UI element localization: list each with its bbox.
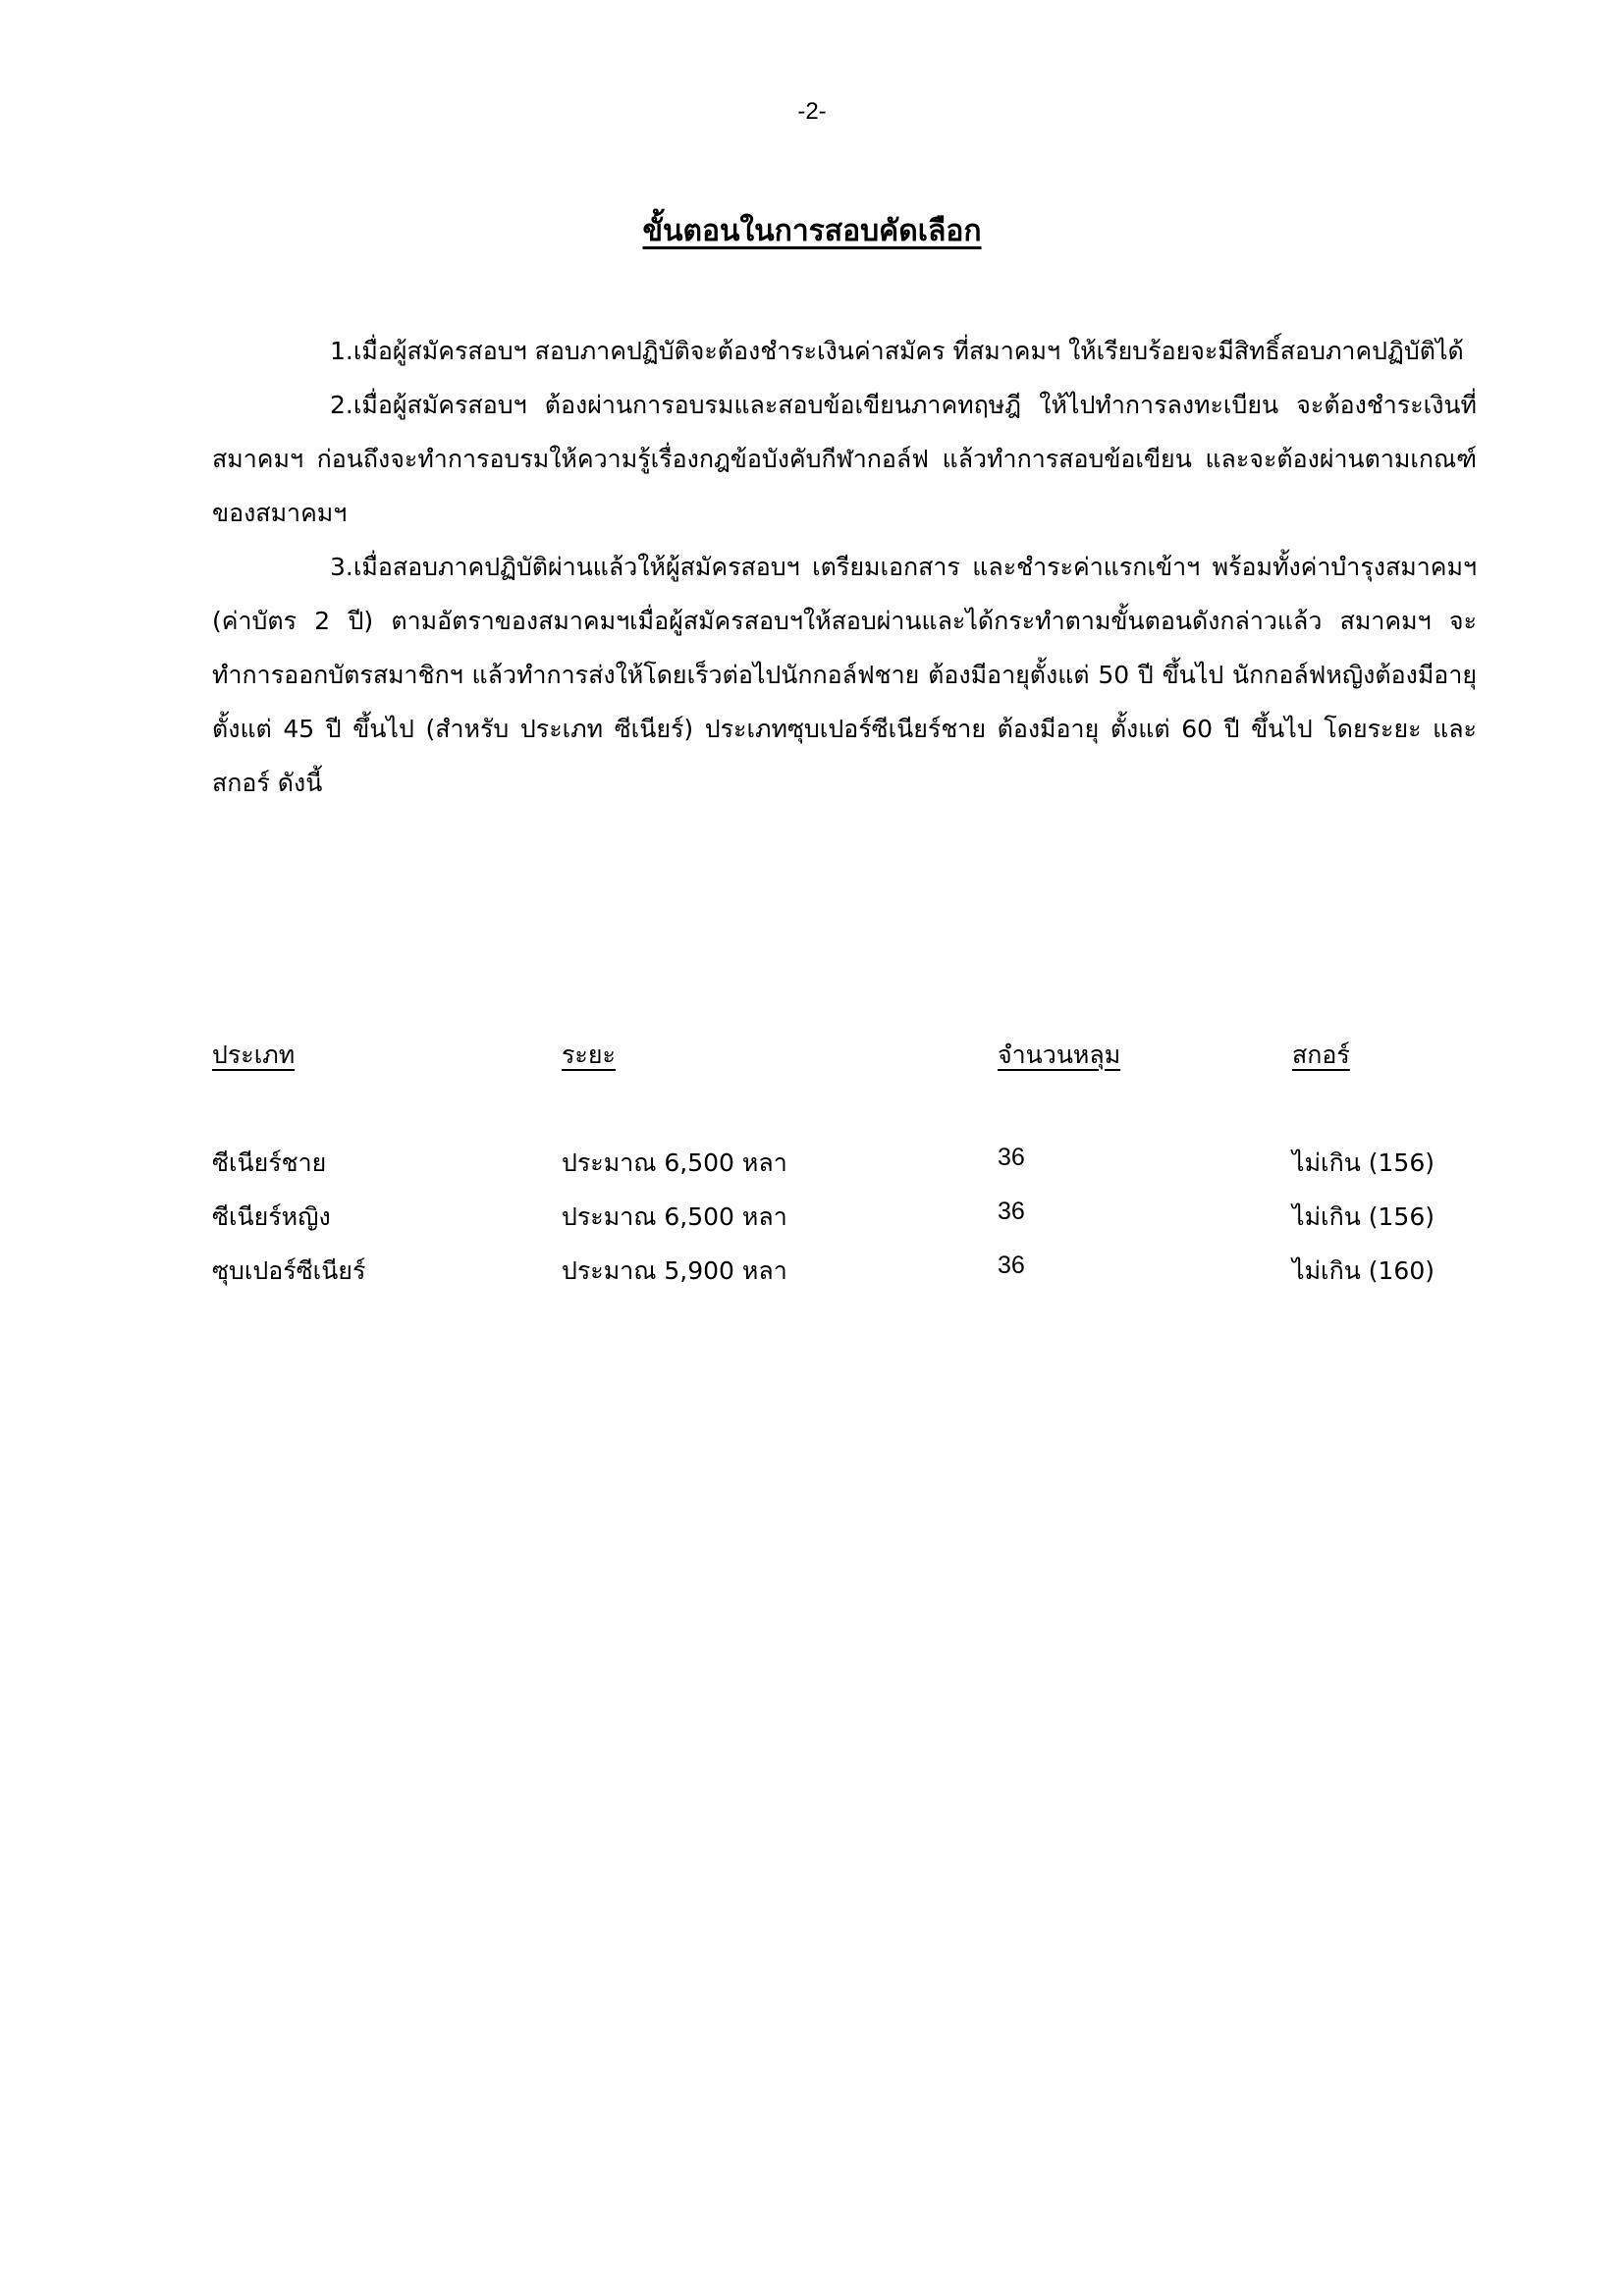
cell-distance: ประมาณ 6,500 หลา [562, 1148, 787, 1177]
table-row [212, 1252, 1489, 1306]
table-row [212, 1144, 1489, 1198]
cell-distance: ประมาณ 5,900 หลา [562, 1256, 787, 1285]
cell-holes: 36 [998, 1198, 1025, 1225]
paragraph-1: 1.เมื่อผู้สมัครสอบฯ สอบภาคปฏิบัติจะต้องชำระเงินค่าสมัคร ที่สมาคมฯ ให้เรียบร้อยจะมีสิทธิ์สอบภาคปฏิบัติได้ [330, 337, 1464, 365]
paragraph-3: 3.เมื่อสอบภาคปฏิบัติผ่านแล้วให้ผู้สมัครสอบฯ เตรียมเอกสาร และชำระค่าแรกเข้าฯ พร้อมทั้งค่าบำรุงสมาคมฯ (ค่าบัตร 2 ปี) ตามอัตราของสมาคมฯเมื่อผู้สมัครสอบฯให้สอบผ่านและได้กระทำตามขั้นตอนดังกล่าวแล้ว สมาคมฯ จะทำการออกบัตรสมาชิกฯ แล้วทำการส่งให้โดยเร็วต่อไปนักกอล์ฟชาย ต้องมีอายุตั้งแต่ 50 ปี ขึ้นไป นักกอล์ฟหญิงต้องมีอายุตั้งแต่ 45 ปี ขึ้นไป (สำหรับ ประเภท ซีเนียร์) ประเภทซุบเปอร์ซีเนียร์ชาย ต้องมีอายุ ตั้งแต่ 60 ปี ขึ้นไป โดยระยะ และ สกอร์ ดังนี้ [212, 553, 1477, 797]
table-header-row [212, 1036, 1489, 1144]
document-title [0, 208, 1624, 254]
table-row [212, 1198, 1489, 1252]
cell-holes: 36 [998, 1144, 1025, 1171]
cell-category: ซีเนียร์หญิง [212, 1202, 331, 1231]
cell-category: ซีเนียร์ชาย [212, 1148, 327, 1177]
header-distance: ระยะ [562, 1041, 616, 1069]
cell-distance: ประมาณ 6,500 หลา [562, 1202, 787, 1231]
page-number: -2- [797, 98, 827, 125]
document-title-text: ขั้นตอนในการสอบคัดเลือก [642, 214, 982, 248]
cell-score: ไม่เกิน (156) [1292, 1202, 1435, 1231]
cell-holes: 36 [998, 1252, 1025, 1279]
cell-score: ไม่เกิน (156) [1292, 1148, 1435, 1177]
header-holes: จำนวนหลุม [998, 1041, 1121, 1069]
cell-score: ไม่เกิน (160) [1292, 1256, 1435, 1285]
header-category: ประเภท [212, 1041, 296, 1069]
cell-category: ซุบเปอร์ซีเนียร์ [212, 1256, 366, 1285]
criteria-table [212, 1036, 1489, 1306]
paragraph-2: 2.เมื่อผู้สมัครสอบฯ ต้องผ่านการอบรมและสอบข้อเขียนภาคทฤษฎี ให้ไปทำการลงทะเบียน จะต้องชำระเงินที่สมาคมฯ ก่อนถึงจะทำการอบรมให้ความรู้เรื่องกฎข้อบังคับกีฬากอล์ฟ แล้วทำการสอบข้อเขียน และจะต้องผ่านตามเกณฑ์ของสมาคมฯ [212, 391, 1477, 527]
header-score: สกอร์ [1292, 1041, 1350, 1069]
document-body [212, 324, 1477, 810]
